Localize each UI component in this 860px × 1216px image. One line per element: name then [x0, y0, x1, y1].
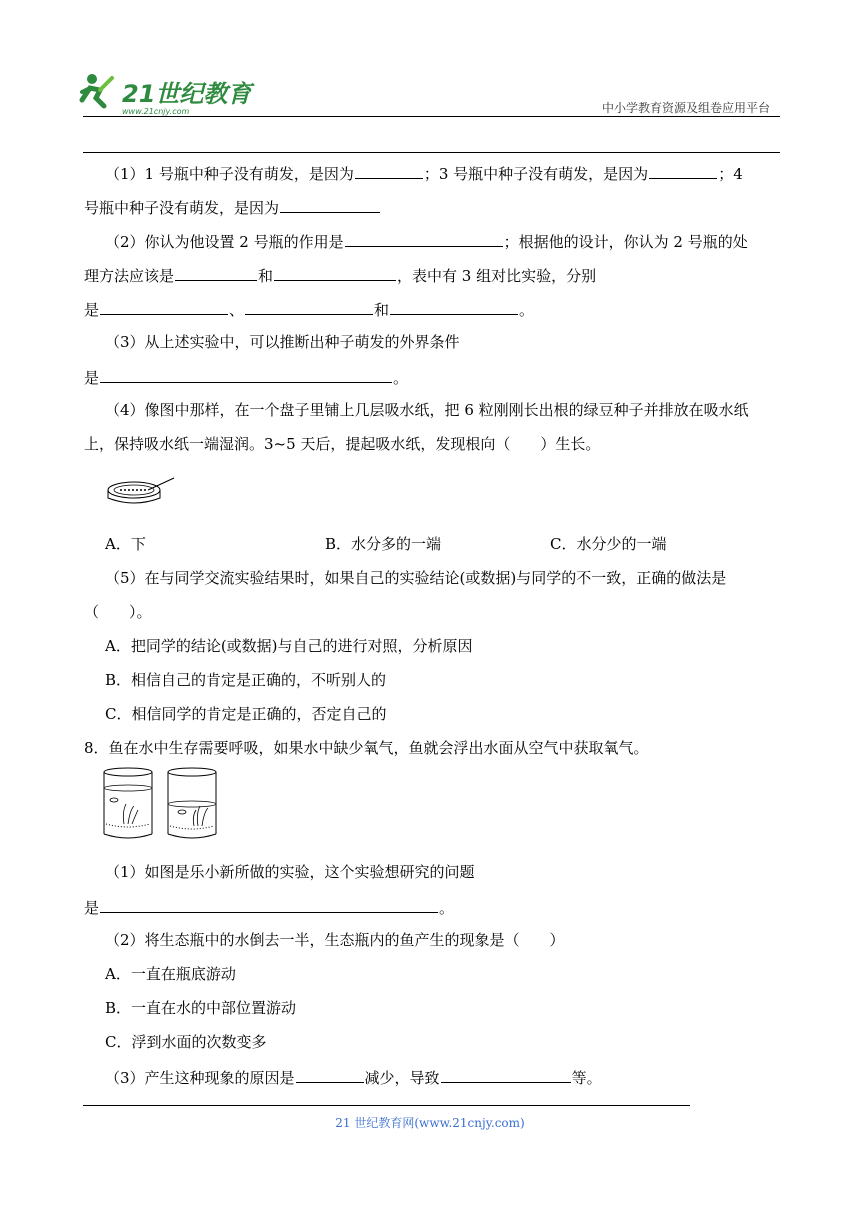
q7-p3-line2: 是 。 — [84, 366, 408, 388]
q7-p1-line2: 号瓶中种子没有萌发，是因为 — [84, 196, 381, 218]
top-rule — [83, 152, 780, 153]
footer-text: 21 世纪教育网(www.21cnjy.com) — [335, 1116, 525, 1130]
q8-p3-line: （3）产生这种现象的原因是 减少，导致 等。 — [105, 1066, 602, 1088]
runner-icon — [82, 74, 112, 106]
svg-text:21世纪教育: 21世纪教育 — [122, 80, 252, 108]
q7-p1-line1: （1）1 号瓶中种子没有萌发，是因为 ；3 号瓶中种子没有萌发，是因为 ；4 — [105, 162, 743, 184]
q8-p2-option-a[interactable]: A．一直在瓶底游动 — [105, 965, 236, 983]
jar-left — [104, 768, 152, 838]
q7-p2-line3: 是 、 和 。 — [84, 298, 534, 320]
answer-blank[interactable] — [245, 298, 373, 315]
q7-p5-option-b[interactable]: B．相信自己的肯定是正确的，不听别人的 — [105, 671, 387, 689]
answer-blank[interactable] — [280, 196, 380, 213]
answer-blank[interactable] — [441, 1066, 571, 1083]
answer-blank[interactable] — [355, 162, 423, 179]
q8-p2-option-b[interactable]: B．一直在水的中部位置游动 — [105, 999, 297, 1017]
q7-p5-option-a[interactable]: A．把同学的结论(或数据)与自己的进行对照，分析原因 — [105, 637, 473, 655]
q7-p5-line2: （ ）。 — [84, 603, 152, 621]
answer-blank[interactable] — [100, 298, 228, 315]
q7-p4-option-c[interactable]: C．水分少的一端 — [550, 535, 667, 553]
answer-blank[interactable] — [274, 264, 396, 281]
answer-blank[interactable] — [100, 366, 392, 383]
q8-p2-stem: （2）将生态瓶中的水倒去一半，生态瓶内的鱼产生的现象是（ ） — [105, 931, 565, 949]
jars-figure — [100, 766, 220, 842]
answer-blank[interactable] — [100, 896, 438, 913]
footer-rule — [83, 1105, 690, 1106]
answer-blank[interactable] — [649, 162, 717, 179]
answer-blank[interactable] — [390, 298, 518, 315]
jar-right — [168, 768, 216, 838]
q7-p4-option-a[interactable]: A．下 — [105, 535, 146, 553]
answer-blank[interactable] — [345, 230, 503, 247]
q7-p2-line1: （2）你认为他设置 2 号瓶的作用是 ；根据他的设计，你认为 2 号瓶的处 — [105, 230, 748, 252]
platform-label: 中小学教育资源及组卷应用平台 — [601, 101, 770, 115]
q7-p5-line1: （5）在与同学交流实验结果时，如果自己的实验结论(或数据)与同学的不一致，正确的做法是 — [105, 569, 727, 587]
q7-p4-line1: （4）像图中那样，在一个盘子里铺上几层吸水纸，把 6 粒刚刚长出根的绿豆种子并排放在吸水纸 — [105, 401, 749, 419]
q8-stem: 8．鱼在水中生存需要呼吸，如果水中缺少氧气，鱼就会浮出水面从空气中获取氧气。 — [84, 739, 649, 757]
svg-text:www.21cnjy.com: www.21cnjy.com — [122, 107, 190, 116]
q7-p5-option-c[interactable]: C．相信同学的肯定是正确的，否定自己的 — [105, 705, 387, 723]
site-logo — [78, 70, 268, 118]
answer-blank[interactable] — [296, 1066, 364, 1083]
q8-p2-option-c[interactable]: C．浮到水面的次数变多 — [105, 1033, 267, 1051]
header-divider — [83, 116, 780, 117]
q8-p1-line2: 是 。 — [84, 896, 454, 918]
q7-p2-line2: 理方法应该是 和 ，表中有 3 组对比实验，分别 — [84, 264, 596, 286]
q7-p3-line1: （3）从上述实验中，可以推断出种子萌发的外界条件 — [105, 333, 460, 351]
q7-p4-option-b[interactable]: B．水分多的一端 — [325, 535, 442, 553]
q8-p1-line1: （1）如图是乐小新所做的实验，这个实验想研究的问题 — [105, 863, 475, 881]
q7-p4-line2: 上，保持吸水纸一端湿润。3~5 天后，提起吸水纸，发现根向（ ）生长。 — [84, 435, 601, 453]
plate-figure — [104, 476, 178, 510]
answer-blank[interactable] — [175, 264, 257, 281]
